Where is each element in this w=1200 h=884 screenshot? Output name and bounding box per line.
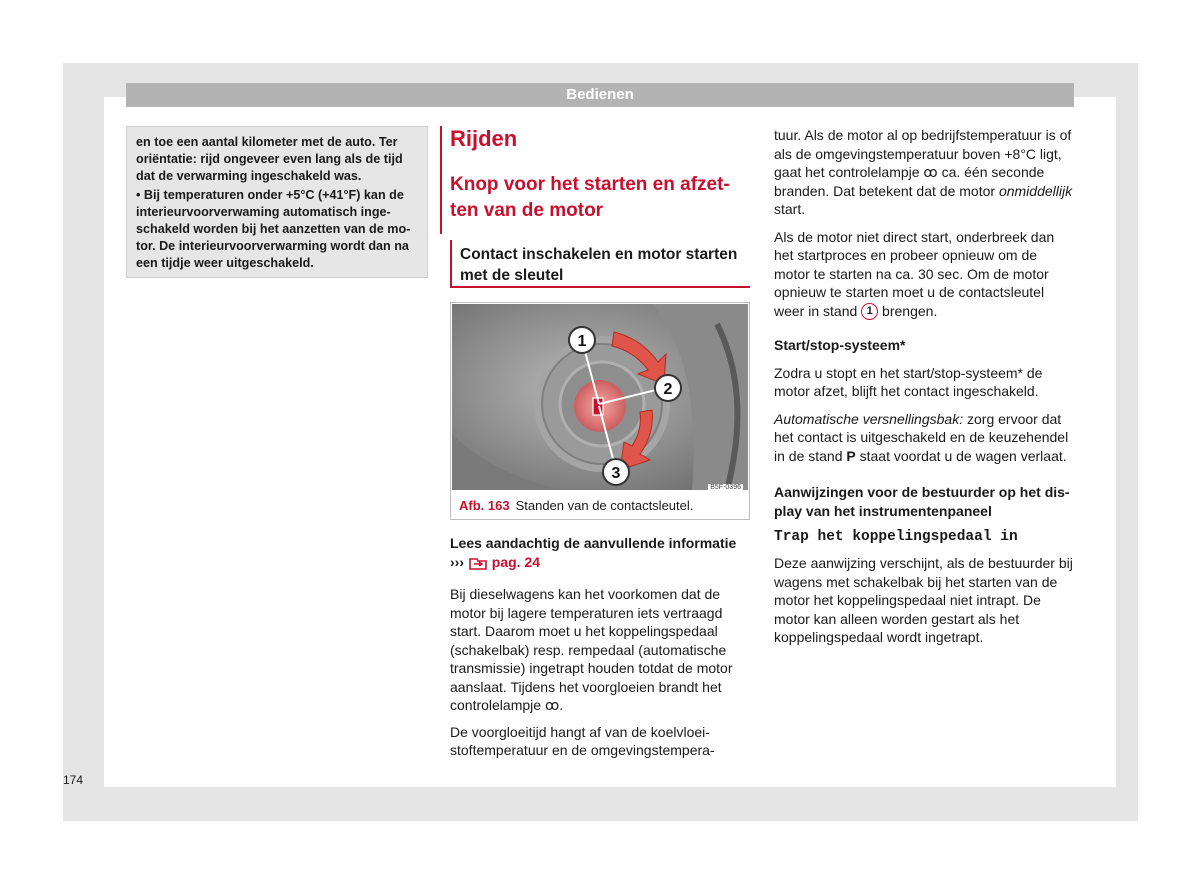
read-more-page-link[interactable]: pag. 24 [491,553,541,570]
heading-driver-notes: Aanwijzingen voor de bestuurder op het display van het instrumentenpaneel [774,484,1070,519]
accent-bar [440,126,442,234]
text-span: start. [774,201,806,217]
read-more [450,534,750,571]
page-number: 174 [63,773,84,787]
emphasis-text: Automatische versnellingsbak: [774,410,964,427]
figure-code: B5F-0396 [710,484,741,491]
text-span: tuur. Als de motor al op bedrijfstemperatuur is of als de omgevingstemperatuur boven +8°C ligt, gaat het controlelampje ꝏ ca. één seconde branden. Dat betekent dat de motor [774,127,1072,199]
note-bullet: • Bij temperaturen onder +5°C (+41°F) kan de interieurvoorverwaming automatisch ingeschakeld worden bij het aanzetten van de motor. De interieurvoorverwarming wordt dan na een tijdje weer uitgeschakeld. [136,188,411,270]
text-span: Als de motor niet direct start, onderbreek dan het startproces en probeer opnieuw om de motor te starten na ca. 30 sec. Om de motor opnieuw te starten moet u de contactsleutel weer in stand [774,228,1055,319]
marker-2-label: 2 [663,381,673,398]
figure-caption-text: Standen van de contactsleutel. [515,498,694,513]
bold-text: P [846,447,856,464]
paragraph-restart [774,228,1074,321]
note-paragraph: en toe een aantal kilometer met de auto. Ter oriëntatie: rijd ongeveer even lang als de tijd dat de verwarming ingeschakeld was. [136,135,403,183]
marker-3-label: 3 [611,465,621,482]
marker-1-label: 1 [577,333,587,350]
subsection-title: Contact inschakelen en motor starten met de sleutel [450,240,750,288]
emphasis-text: onmiddellijk [998,182,1073,199]
position-marker: 1 [861,303,878,320]
paragraph-diesel: Bij dieselwagens kan het voorkomen dat de motor bij lagere temperaturen iets vertraagd start. Daarom moet u het koppelingspedaal (schakelbak) resp. rempedaal (automatische transmissie) ingetrapt houden totdat de motor aanslaat. Tijdens het voorgloeien brandt het controlelampje ꝏ. [450,586,733,713]
heading-start-stop: Start/stop-systeem* [774,337,906,354]
text-span: staat voordat u de wagen verlaat. [855,447,1067,464]
chapter-title: Rijden [450,126,518,151]
column-right [774,126,1074,656]
text-span: brengen. [878,302,938,319]
ignition-figure [450,302,750,520]
ignition-illustration [452,304,748,490]
paragraph-temperature [774,126,1074,219]
paragraph-automatic [774,410,1074,466]
column-middle-text [450,534,750,760]
paragraph-clutch: Deze aanwijzing verschijnt, als de bestuurder bij wagens met schakelbak bij het starten van de motor het koppelingspedaal niet intrapt. De motor kan alleen worden gestart als het koppelingspedaal wordt ingetrapt. [774,555,1073,646]
read-more-arrows: ››› [450,553,464,570]
paragraph-preglow: De voorgloeitijd hangt af van de koelvloeistoftemperatuur en de omgevingstempera- [450,723,715,758]
section-header: Bedienen [126,83,1074,107]
figure-number: Afb. 163 [459,498,510,513]
figure-caption [459,498,693,513]
text-span: zorg ervoor dat het contact is uitgeschakeld en de keuzehendel in de stand [774,410,1069,464]
display-message: Trap het koppelingspedaal in [774,529,1018,546]
paragraph-start-stop: Zodra u stopt en het start/stop-systeem* de motor afzet, blijft het contact ingeschakeld. [774,364,1043,400]
section-title: Knop voor het starten en afzetten van de motor [450,174,730,221]
column-middle [450,124,750,224]
note-box [126,126,428,278]
read-more-text: Lees aandachtig de aanvullende informatie [450,535,737,551]
book-reference-icon [468,556,488,569]
